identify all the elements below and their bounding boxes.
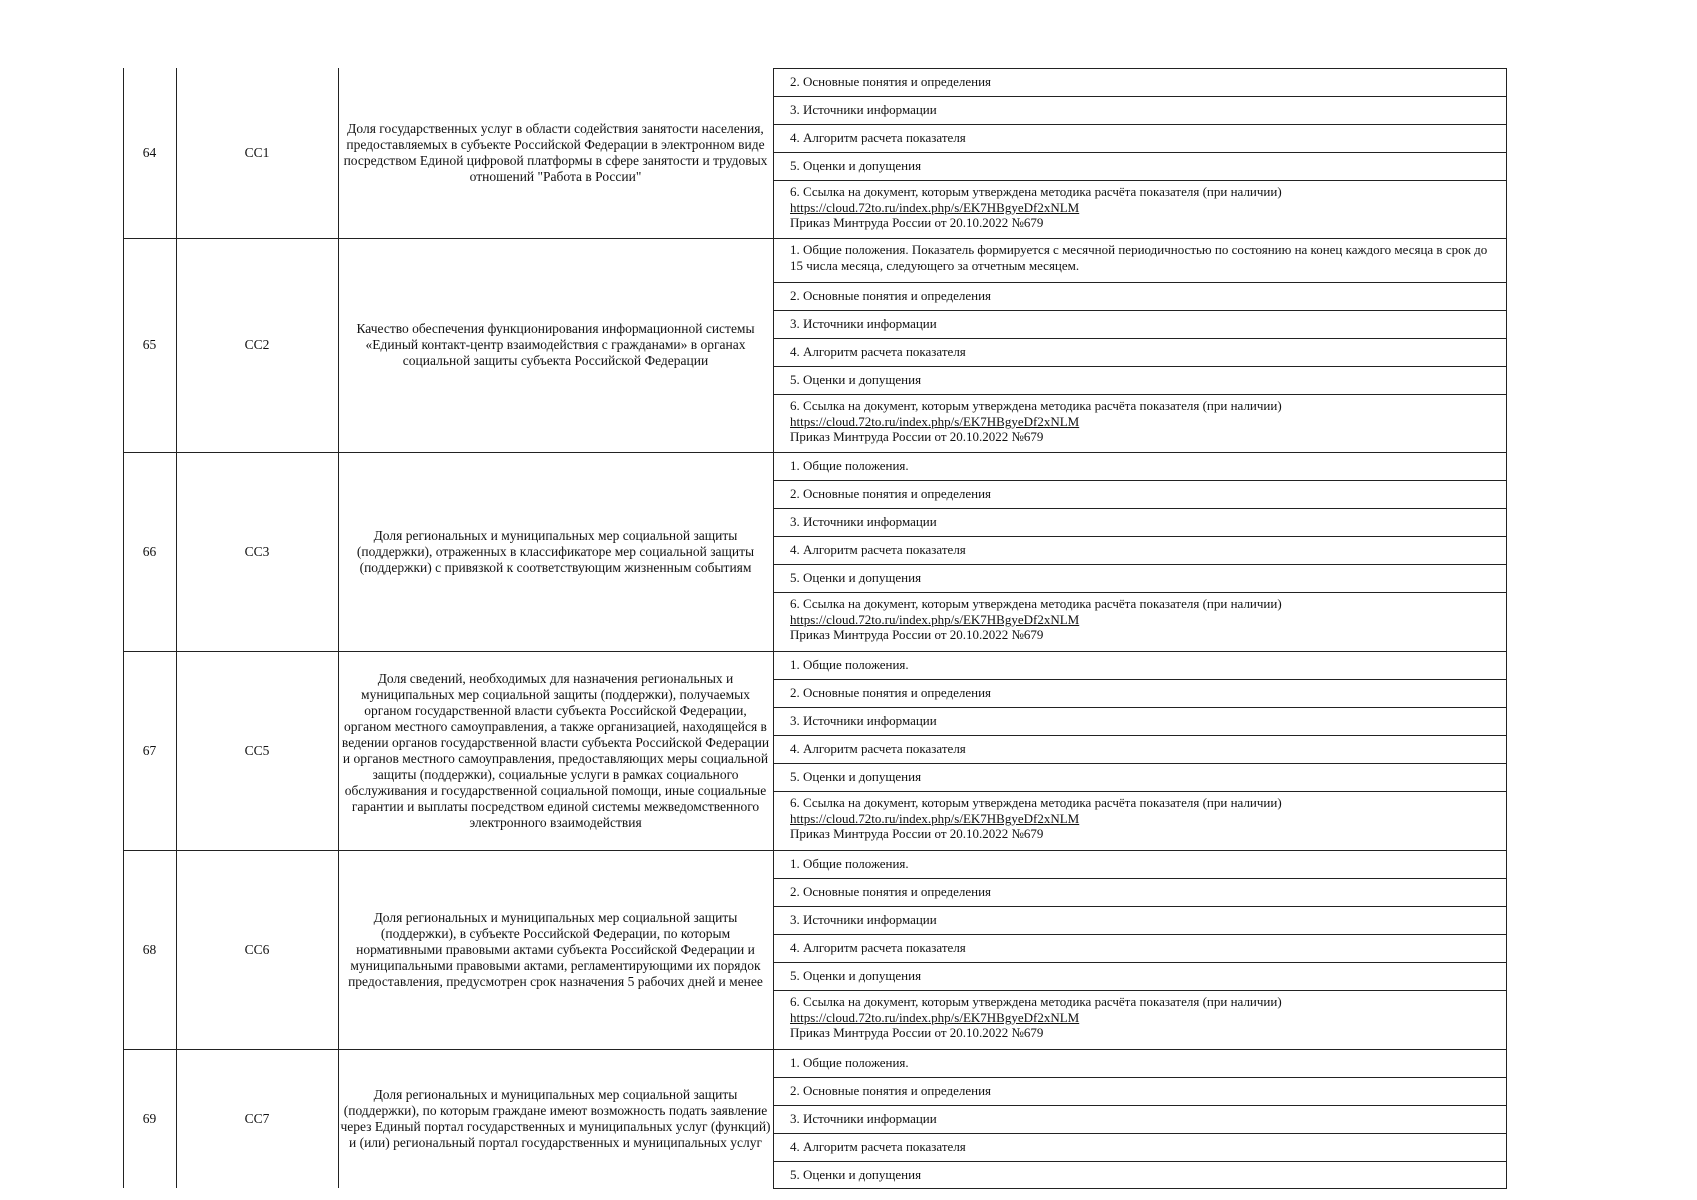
- subrow-divider: [773, 1188, 1507, 1189]
- column-divider: [1506, 68, 1507, 1188]
- method-item: [786, 735, 1506, 763]
- method-item-text: 6. Ссылка на документ, которым утверждена методика расчёта показателя (при наличии): [790, 596, 1282, 611]
- method-item: [786, 452, 1506, 480]
- method-item: [786, 96, 1506, 124]
- method-item-text: 6. Ссылка на документ, которым утверждена методика расчёта показателя (при наличии): [790, 398, 1282, 413]
- method-item: [786, 508, 1506, 536]
- method-item-text: 2. Основные понятия и определения: [790, 884, 992, 900]
- method-item-text: 4. Алгоритм расчета показателя: [790, 741, 966, 757]
- method-item: [786, 592, 1506, 651]
- indicator-code: СС1: [244, 145, 270, 160]
- method-item-text: 5. Оценки и допущения: [790, 570, 922, 586]
- methodology-link[interactable]: https://cloud.72to.ru/index.php/s/EK7HBgyeDf2xNLM: [790, 810, 1080, 826]
- method-item-text: 5. Оценки и допущения: [790, 968, 922, 984]
- method-item: [786, 707, 1506, 735]
- method-item-text: 4. Алгоритм расчета показателя: [790, 344, 966, 360]
- method-item: [786, 763, 1506, 791]
- method-item: [786, 238, 1506, 282]
- method-item: [786, 906, 1506, 934]
- column-divider: [773, 68, 774, 1188]
- method-item: [786, 366, 1506, 394]
- method-item: [786, 536, 1506, 564]
- method-item: [786, 791, 1506, 850]
- method-item-text: 1. Общие положения. Показатель формируется с месячной периодичностью по состоянию на конец каждого месяца в срок до 15 числа месяца, следующего за отчетным месяцем.: [790, 242, 1488, 273]
- method-item: [786, 394, 1506, 452]
- method-item-text: 2. Основные понятия и определения: [790, 1083, 992, 1099]
- method-item-text: 3. Источники информации: [790, 713, 937, 729]
- method-item-text: 5. Оценки и допущения: [790, 372, 922, 388]
- method-item-text: 1. Общие положения.: [790, 458, 909, 474]
- order-reference: Приказ Минтруда России от 20.10.2022 №679: [790, 1025, 1044, 1040]
- indicator-description: Доля региональных и муниципальных мер социальной защиты (поддержки), в субъекте Российской Федерации, по которым нормативными правовыми актами субъекта Российской Федерации и муниципальными правовыми актами, регламентирующими их порядок предоставления, предусмотрен срок назначения 5 рабочих дней и менее: [348, 909, 763, 989]
- method-item: [786, 1049, 1506, 1077]
- method-item: [786, 564, 1506, 592]
- methodology-link[interactable]: https://cloud.72to.ru/index.php/s/EK7HBgyeDf2xNLM: [790, 1009, 1080, 1025]
- methodology-link[interactable]: https://cloud.72to.ru/index.php/s/EK7HBgyeDf2xNLM: [790, 413, 1080, 429]
- order-reference: Приказ Минтруда России от 20.10.2022 №679: [790, 429, 1044, 444]
- method-item: [786, 1077, 1506, 1105]
- method-item: [786, 850, 1506, 878]
- method-item-text: 6. Ссылка на документ, которым утверждена методика расчёта показателя (при наличии): [790, 184, 1282, 199]
- indicator-code: СС5: [244, 742, 270, 758]
- row-number: 66: [142, 543, 157, 559]
- method-item-text: 1. Общие положения.: [790, 657, 909, 673]
- indicator-code: СС7: [244, 1110, 270, 1126]
- method-item: [786, 1133, 1506, 1161]
- method-item-text: 5. Оценки и допущения: [790, 1166, 922, 1182]
- method-item-text: 5. Оценки и допущения: [790, 769, 922, 785]
- method-item-text: 1. Общие положения.: [790, 1055, 909, 1071]
- indicator-code: СС6: [244, 941, 270, 957]
- method-item: [786, 310, 1506, 338]
- method-item-text: 4. Алгоритм расчета показателя: [790, 940, 966, 956]
- method-item-text: 2. Основные понятия и определения: [790, 486, 992, 502]
- method-item-text: 6. Ссылка на документ, которым утверждена методика расчёта показателя (при наличии): [790, 994, 1282, 1009]
- method-item: [786, 152, 1506, 180]
- row-number: 64: [142, 145, 157, 160]
- method-item: [786, 962, 1506, 990]
- method-item: [786, 180, 1506, 238]
- method-item-text: 6. Ссылка на документ, которым утверждена методика расчёта показателя (при наличии): [790, 795, 1282, 810]
- method-item-text: 4. Алгоритм расчета показателя: [790, 130, 966, 146]
- methodology-link[interactable]: https://cloud.72to.ru/index.php/s/EK7HBgyeDf2xNLM: [790, 611, 1080, 627]
- order-reference: Приказ Минтруда России от 20.10.2022 №679: [790, 215, 1044, 230]
- method-item-text: 3. Источники информации: [790, 912, 937, 928]
- indicator-code: СС3: [244, 543, 270, 559]
- method-item: [786, 124, 1506, 152]
- method-item: [786, 282, 1506, 310]
- order-reference: Приказ Минтруда России от 20.10.2022 №679: [790, 627, 1044, 642]
- indicator-description: Доля региональных и муниципальных мер социальной защиты (поддержки), по которым граждане имеют возможность подать заявление через Единый портал государственных и муниципальных услуг (функций) и (или) региональный портал государственных и муниципальных услуг: [340, 1086, 771, 1150]
- indicator-description: Доля государственных услуг в области содействия занятости населения, предоставляемых в субъекте Российской Федерации в электронном виде посредством Единой цифровой платформы в сфере занятости и трудовых отношений "Работа в России": [343, 121, 768, 184]
- row-number: 65: [142, 337, 157, 352]
- method-item-text: 3. Источники информации: [790, 102, 937, 118]
- methodology-link[interactable]: https://cloud.72to.ru/index.php/s/EK7HBgyeDf2xNLM: [790, 199, 1080, 215]
- method-item: [786, 878, 1506, 906]
- method-item-text: 2. Основные понятия и определения: [790, 288, 992, 304]
- row-number: 68: [142, 941, 157, 957]
- method-item: [786, 990, 1506, 1049]
- method-item: [786, 934, 1506, 962]
- method-item-text: 3. Источники информации: [790, 1111, 937, 1127]
- row-number: 69: [142, 1110, 157, 1126]
- indicator-description: Доля сведений, необходимых для назначения региональных и муниципальных мер социальной защиты (поддержки), получаемых органом государственной власти субъекта Российской Федерации, органом местного самоуправления, а также организацией, находящейся в ведении органов государственной власти субъекта Российской Федерации и органов местного самоуправления, предоставляющих меры социальной защиты (поддержки), социальные услуги в рамках социального обслуживания и государственной социальной помощи, иные социальные гарантии и выплаты посредством единой системы межведомственного электронного взаимодействия: [341, 670, 770, 830]
- indicator-description: Доля региональных и муниципальных мер социальной защиты (поддержки), отраженных в классификаторе мер социальной защиты (поддержки) с привязкой к соответствующим жизненным событиям: [356, 527, 755, 575]
- method-item-text: 2. Основные понятия и определения: [790, 74, 992, 90]
- order-reference: Приказ Минтруда России от 20.10.2022 №679: [790, 826, 1044, 841]
- method-item-text: 4. Алгоритм расчета показателя: [790, 542, 966, 558]
- row-number: 67: [142, 742, 157, 758]
- method-item-text: 3. Источники информации: [790, 316, 937, 332]
- indicator-code: СС2: [244, 337, 270, 352]
- method-item-text: 2. Основные понятия и определения: [790, 685, 992, 701]
- method-item: [786, 338, 1506, 366]
- method-item: [786, 651, 1506, 679]
- method-item: [786, 1161, 1506, 1188]
- method-item: [786, 679, 1506, 707]
- method-item: [786, 480, 1506, 508]
- method-item: [786, 1105, 1506, 1133]
- method-item-text: 3. Источники информации: [790, 514, 937, 530]
- method-item-text: 5. Оценки и допущения: [790, 158, 922, 174]
- indicator-description: Качество обеспечения функционирования информационной системы «Единый контакт-центр взаимодействия с гражданами» в органах социальной защиты субъекта Российской Федерации: [356, 321, 755, 368]
- method-item-text: 1. Общие положения.: [790, 856, 909, 872]
- method-item: [786, 68, 1506, 96]
- method-item-text: 4. Алгоритм расчета показателя: [790, 1139, 966, 1155]
